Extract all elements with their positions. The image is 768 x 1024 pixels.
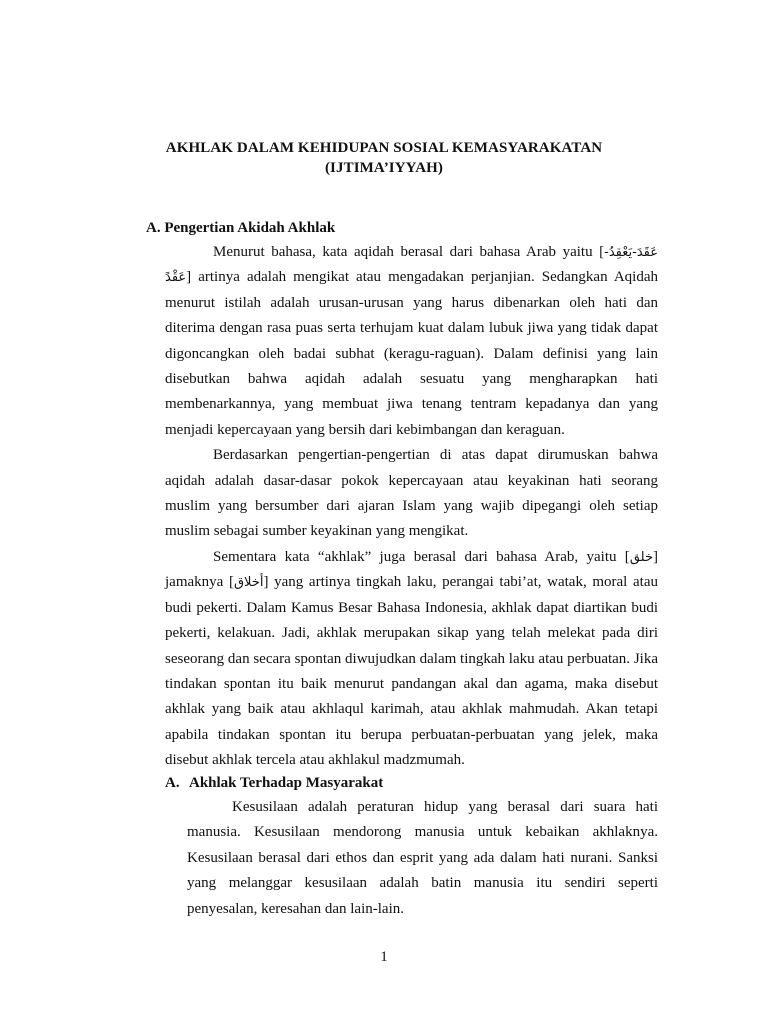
paragraph-text: ] jamaknya [ [165, 548, 658, 591]
list-marker: A. [165, 775, 180, 791]
section-heading-masyarakat [165, 773, 383, 793]
paragraph-kesusilaan: Kesusilaan adalah peraturan hidup yang berasal dari suara hati manusia. Kesusilaan mendorong manusia untuk kebaikan akhlaknya. Kesusilaan berasal dari ethos dan esprit yang ada dalam hati nurani. Sanksi yang melanggar kesusilaan adalah batin manusia itu sendiri seperti penyesalan, keresahan dan lain-lain. [187, 799, 658, 917]
paragraph-text: ] artinya adalah mengikat atau mengadakan perjanjian. Sedangkan Aqidah menurut istilah adalah urusan-urusan yang harus dibenarkan oleh hati dan diterima dengan rasa puas serta terhujam kuat dalam lubuk jiwa yang tidak dapat digoncangkan oleh badai subhat (keragu-raguan). Dalam definisi yang lain disebutkan bahwa aqidah adalah sesuatu yang mengharapkan hati membenarkannya, yang membuat jiwa tenang tentram kepadanya dan yang menjadi kepercayaan yang bersih dari kebimbangan dan keraguan. [165, 269, 658, 438]
arabic-term-khuluq: خلق [629, 549, 653, 565]
paragraph-text: Menurut bahasa, kata aqidah berasal dari bahasa Arab yaitu [ [213, 244, 605, 260]
section-body-pengertian [165, 240, 658, 774]
document-title-line-1: AKHLAK DALAM KEHIDUPAN SOSIAL KEMASYARAKATAN [165, 140, 603, 156]
paragraph-aqidah-summary: Berdasarkan pengertian-pengertian di atas dapat dirumuskan bahwa aqidah adalah dasar-dasar pokok kepercayaan atau keyakinan hati seorang muslim yang bersumber dari ajaran Islam yang wajib dipegangi oleh setiap muslim sebagai sumber keyakinan yang mengikat. [165, 447, 658, 540]
heading-text: Akhlak Terhadap Masyarakat [189, 775, 384, 791]
paragraph-text: ] yang artinya tingkah laku, perangai tabi’at, watak, moral atau budi pekerti. Dalam Kamus Besar Bahasa Indonesia, akhlak dapat diartikan budi pekerti, kelakuan. Jadi, akhlak merupakan sikap yang telah melekat pada diri seseorang dan secara spontan diwujudkan dalam tingkah laku atau perbuatan. Jika tindakan spontan itu baik menurut pandangan akal dan agama, maka disebut akhlak yang baik atau akhlaqul karimah, atau akhlak mahmudah. Akan tetapi apabila tindakan spontan itu berupa perbuatan-perbuatan yang jelek, maka disebut akhlak tercela atau akhlakul madzmumah. [165, 574, 658, 769]
section-body-masyarakat [187, 795, 658, 922]
page-number: 1 [380, 949, 388, 965]
section-heading-pengertian: A. Pengertian Akidah Akhlak [146, 220, 336, 236]
document-title-line-2: (IJTIMA’IYYAH) [324, 160, 444, 176]
paragraph-aqidah-definition [165, 240, 658, 443]
arabic-term-aqada: عَقَدَ-يَعْقِدُ- عَقْدً [165, 245, 658, 286]
paragraph-akhlak-definition [165, 545, 658, 774]
paragraph-text: Sementara kata “akhlak” juga berasal dari bahasa Arab, yaitu [ [213, 548, 630, 565]
arabic-term-akhlaq: أخلاق [233, 575, 264, 591]
